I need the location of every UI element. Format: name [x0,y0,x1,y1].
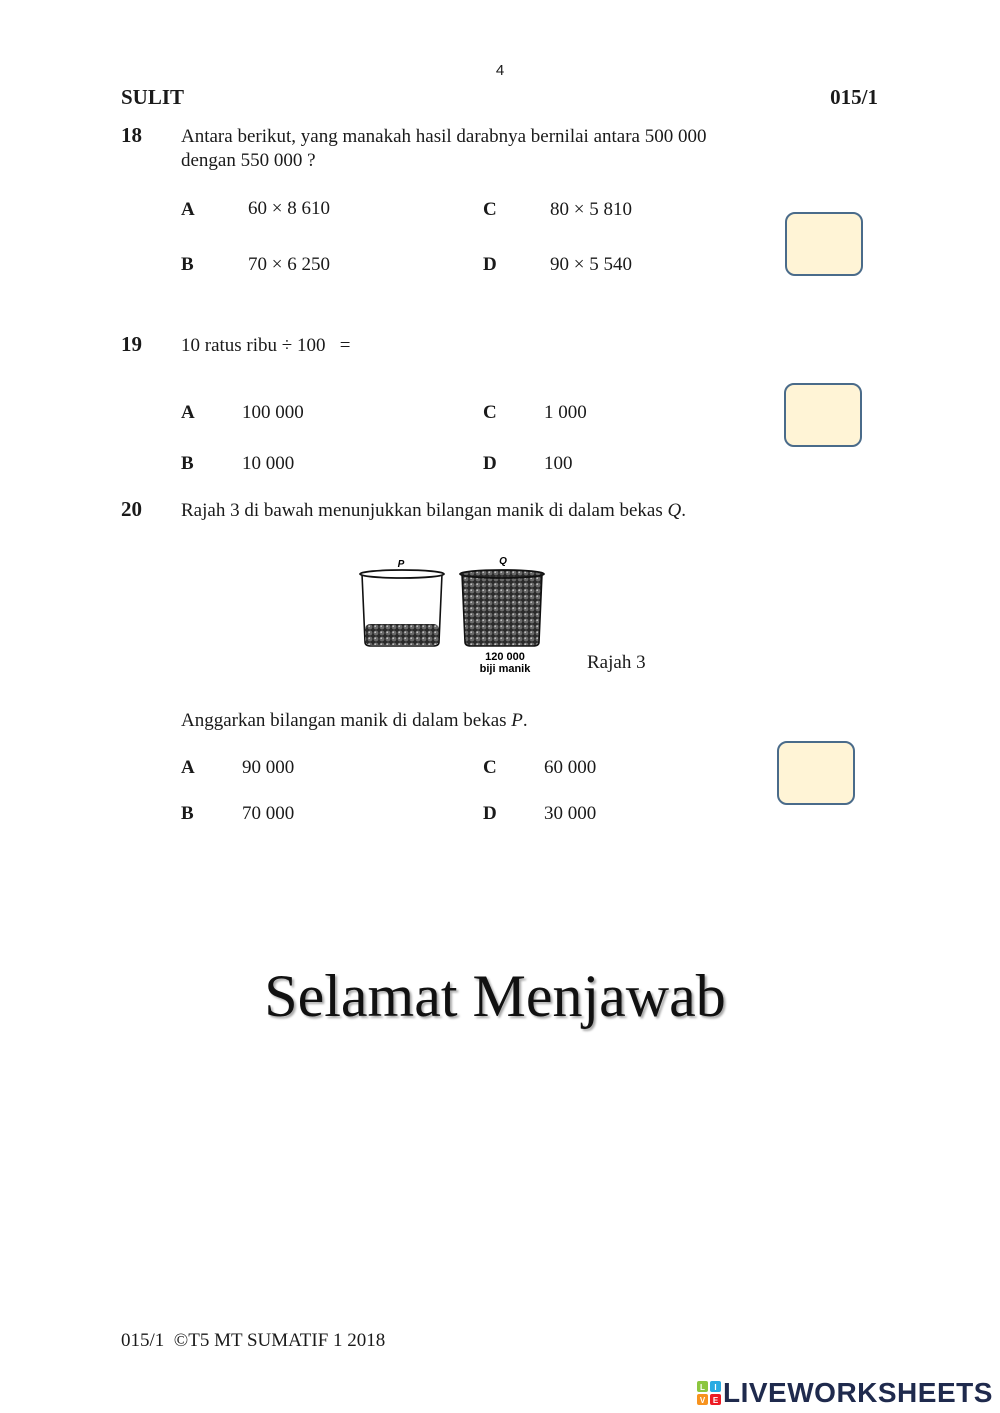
q20-option-d-value: 30 000 [544,803,597,824]
liveworksheets-wordmark: LIVEWORKSHEETS [723,1377,993,1408]
answer-box-q19[interactable] [784,383,862,447]
question-19-text: 10 ratus ribu ÷ 100 = [181,335,351,356]
answer-box-q18[interactable] [785,212,863,276]
q20-option-d-letter: D [483,803,497,824]
figure-caption-unit: biji manik [479,663,531,675]
container-p-var: P [511,710,523,731]
q20-option-a-value: 90 000 [242,757,295,778]
question-number-18: 18 [121,123,142,147]
answer-box-q20[interactable] [777,741,855,805]
page-number: 4 [495,62,505,79]
question-number-20: 20 [121,497,142,521]
svg-text:I: I [714,1383,717,1392]
svg-text:E: E [712,1396,719,1405]
q19-option-c-letter: C [483,402,497,423]
q19-option-b-letter: B [181,453,194,474]
closing-message: Selamat Menjawab [264,963,726,1029]
q18-option-a-letter: A [181,199,195,220]
q19-option-b-value: 10 000 [242,453,295,474]
header-paper-code: 015/1 [830,85,878,109]
label-q: Q [499,556,507,567]
beads-in-p [365,624,439,645]
q20-option-b-letter: B [181,803,194,824]
q18-option-c-letter: C [483,199,497,220]
q20-option-b-value: 70 000 [242,803,295,824]
q19-option-a-value: 100 000 [242,402,304,423]
q20-option-c-letter: C [483,757,497,778]
q18-option-b-value: 70 × 6 250 [248,254,330,275]
question-20-text: Rajah 3 di bawah menunjukkan bilangan manik di dalam bekas Q. [181,500,686,521]
question-18-text-line2: dengan 550 000 ? [181,150,316,171]
question-number-19: 19 [121,332,142,356]
liveworksheets-logo-icon [697,1381,721,1405]
q18-option-b-letter: B [181,254,194,275]
container-q-icon [462,574,542,646]
footer-text: 015/1 ©T5 MT SUMATIF 1 2018 [121,1330,386,1351]
q18-option-a-value: 60 × 8 610 [248,198,330,219]
q19-option-d-value: 100 [544,453,573,474]
svg-text:V: V [699,1396,706,1405]
q19-option-a-letter: A [181,402,195,423]
container-q-var: Q [667,500,682,521]
label-p: P [397,559,405,570]
question-18-text-line1: Antara berikut, yang manakah hasil darabnya bernilai antara 500 000 [181,126,707,147]
figure-caption-count: 120 000 [485,651,525,663]
figure-label: Rajah 3 [587,652,646,673]
header-sulit: SULIT [121,85,185,109]
svg-text:L: L [700,1383,705,1392]
q20-option-a-letter: A [181,757,195,778]
liveworksheets-brand[interactable] [697,1377,993,1409]
q18-option-d-letter: D [483,254,497,275]
q19-option-c-value: 1 000 [544,402,587,423]
q19-option-d-letter: D [483,453,497,474]
q18-option-d-value: 90 × 5 540 [550,254,632,275]
q20-option-c-value: 60 000 [544,757,597,778]
question-20-prompt: Anggarkan bilangan manik di dalam bekas P. [181,710,528,731]
q18-option-c-value: 80 × 5 810 [550,199,632,220]
beads-figure [355,552,555,676]
